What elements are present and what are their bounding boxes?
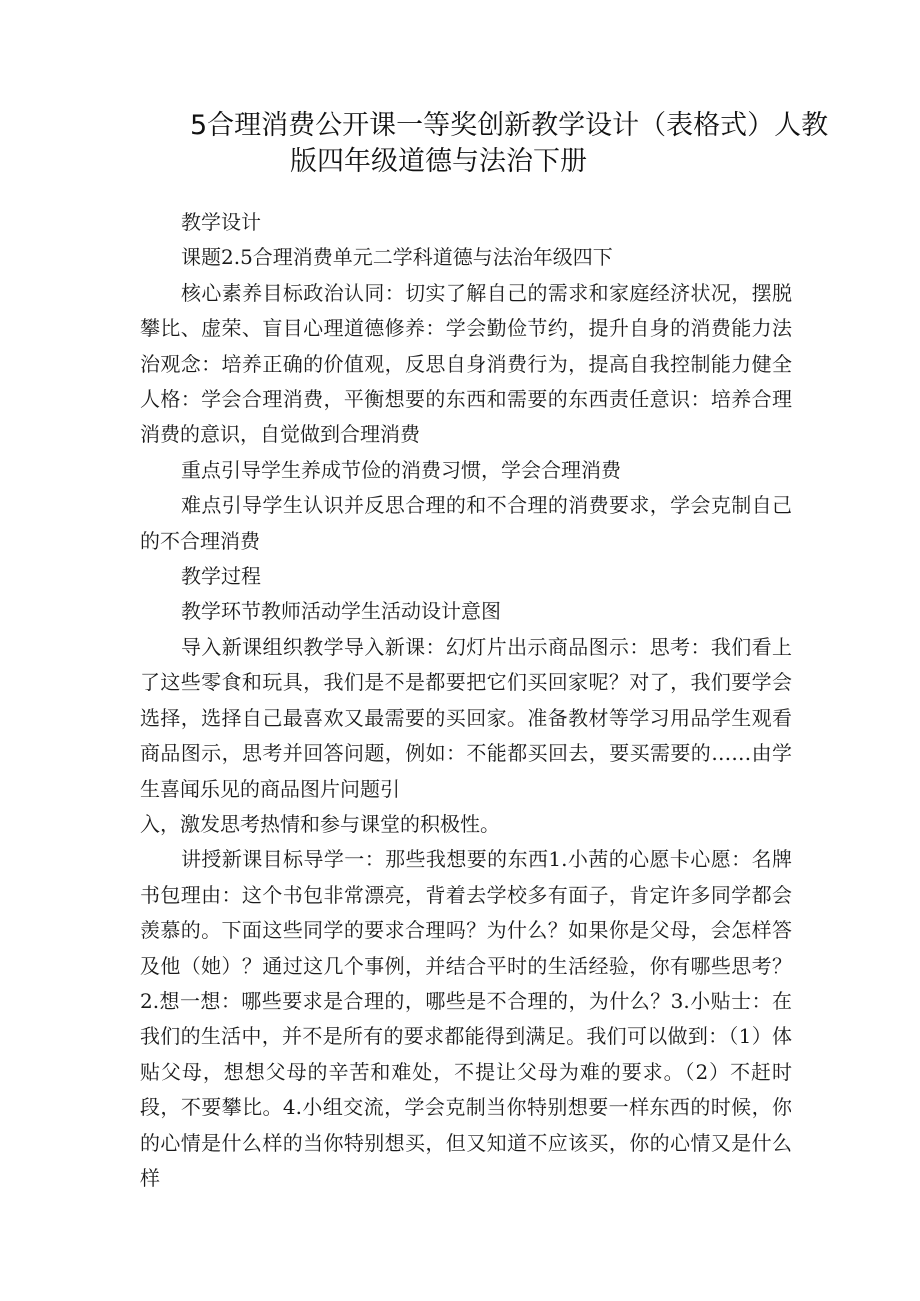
title-line-2: 版四年级道德与法治下册 xyxy=(290,146,587,177)
document-title xyxy=(190,108,829,180)
new-lesson-section: 讲授新课目标导学一：那些我想要的东西1.小茜的心愿卡心愿：名牌书包理由：这个书包非常漂亮，背着去学校多有面子，肯定许多同学都会羡慕的。下面这些同学的要求合理吗？为什么？如果你是父母，会怎样答及他（她）？通过这几个事例，并结合平时的生活经验，你有哪些思考？2.想一想：哪些要求是合理的，哪些是不合理的，为什么？3.小贴士：在我们的生活中，并不是所有的要求都能得到满足。我们可以做到：（1）体贴父母，想想父母的辛苦和难处，不提让父母为难的要求。（2）不赶时段，不要攀比。4.小组交流，学会克制当你特别想要一样东西的时候，你的心情是什么样的当你特别想买，但又知道不应该买，你的心情又是什么样 xyxy=(140,847,792,1190)
heading-teaching-process: 教学过程 xyxy=(181,564,261,589)
core-competency-goals: 核心素养目标政治认同：切实了解自己的需求和家庭经济状况，摆脱攀比、虚荣、盲目心理道德修养：学会勤俭节约，提升自身的消费能力法治观念：培养正确的价值观，反思自身消费行为，提高自我控制能力健全人格：学会合理消费，平衡想要的东西和需要的东西责任意识：培养合理消费的意识，自觉做到合理消费 xyxy=(140,280,792,447)
intro-section-continued: 入，激发思考热情和参与课堂的积极性。 xyxy=(140,811,500,836)
heading-teaching-design: 教学设计 xyxy=(181,210,261,234)
intro-section: 导入新课组织教学导入新课：幻灯片出示商品图示：思考：我们看上了这些零食和玩具，我们是不是都要把它们买回家呢？对了，我们要学会选择，选择自己最喜欢又最需要的买回家。准备教材等学习用品学生观看商品图示，思考并回答问题，例如：不能都买回去，要买需要的……由学生喜闻乐见的商品图片问题引 xyxy=(140,634,792,801)
document-body xyxy=(140,205,792,1196)
key-point: 重点引导学生养成节俭的消费习惯，学会合理消费 xyxy=(181,457,621,482)
title-line-1: 5合理消费公开课一等奖创新教学设计（表格式）人教 xyxy=(190,110,829,141)
difficult-point: 难点引导学生认识并反思合理的和不合理的消费要求，学会克制自己的不合理消费 xyxy=(140,493,792,553)
process-table-header: 教学环节教师活动学生活动设计意图 xyxy=(181,599,501,624)
lesson-info: 课题2.5合理消费单元二学科道德与法治年级四下 xyxy=(181,245,613,270)
